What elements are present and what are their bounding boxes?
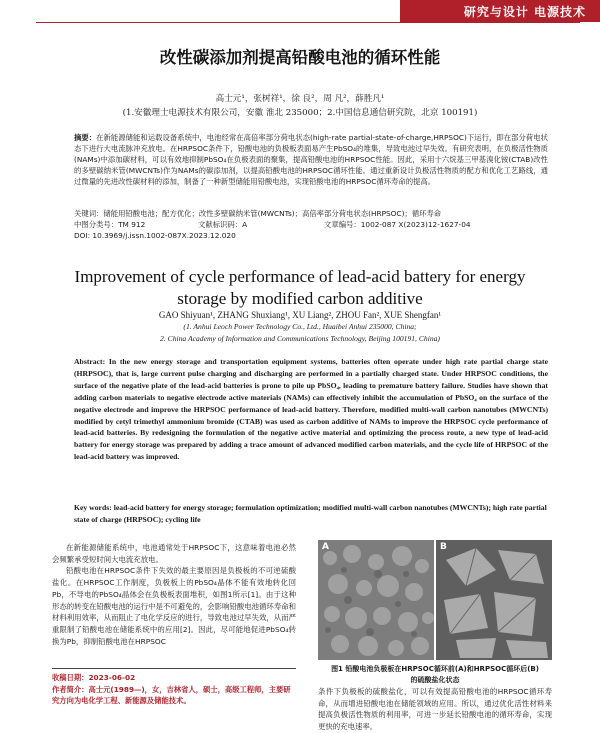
sem-texture-a [318,540,434,660]
cn-authors: 高士元¹，张树祥¹，徐 良²，周 凡²，薛胜凡¹ [215,94,385,104]
document-code: 文献标识码：A [198,220,248,229]
panel-label-a: A [322,542,329,552]
body-paragraph-2: 铅酸电池在HRPSOC条件下失效的最主要原因是负极板的不可逆硫酸盐化。在HRPSOC工作制度，负极板上的PbSO₄晶体不能有效地转化回Pb，不导电的PbSO₄晶体会在负极板表面堆积，如图1所示[1]。由于这种形态的转变在铅酸电池的运行中是不可避免的，会影响铅酸电池循环寿命和材料利用效率，从而阻止了电化学反应的进行，导致电池过早失效，从而严重限制了铅酸电池在储能系统中的应用[2]。因此，尽可能地促进PbSO₄转换为Pb，抑制铅酸电池在HRPSOC [52,566,296,646]
cn-affiliation: (1.安徽理士电源技术有限公司，安徽 淮北 235000；2.中国信息通信研究院，北京 100191) [122,108,478,118]
cn-abstract [74,132,548,187]
sem-texture-b [436,540,552,660]
header-rule [36,22,580,23]
sem-image-b [436,540,552,660]
panel-label-b: B [440,542,447,552]
cn-classification [74,219,548,230]
figure-caption: 图1 铅酸电池负极板在HRPSOC循环前(A)和HRPSOC循环后(B)的硫酸盐化状态 [331,665,539,684]
body-left-column [52,542,296,647]
doi: DOI: 10.3969/j.issn.1002-087X.2023.12.020 [74,231,236,240]
section-label: 研究与设计 电源技术 [463,4,586,19]
received-date: 收稿日期：2023-06-02 [52,673,136,682]
body-right-column: 条件下负极板的硫酸盐化，可以有效提高铅酸电池的HRPSOC循环寿命，从而增进铅酸电池在储能领域的应用。所以，通过优化活性材料来提高负极活性物质的利用率，可进一步延长铅酸电池的循环寿命，实现更快的充电速率。 [318,687,552,732]
article-number: 文章编号：1002-087 X(2023)12-1627-04 [324,220,471,229]
journal-section-header [400,0,600,22]
figure-1 [318,540,552,660]
sem-image-a [318,540,434,660]
cn-abstract-text: 在新能源储能和运载设备系统中，电池经常在高倍率部分荷电状态(high-rate partial-state-of-charge,HRPSOC)下运行，即在部分荷电状态下进行大电流脉冲充放电。在HRPSOC条件下，铅酸电池的负极板表面易产生PbSO₄的堆集，导致电池过早失效。有研究表明，在负极活性物质(NAMs)中添加碳材料，可以有效地抑制PbSO₄在负极表面的聚集，提高铅酸电池的HRPSOC性能。因此，采用十六烷基三甲基溴化铵(CTAB)改性的多壁碳纳米管(MWCNTs)作为NAMs的碳添加剂，以提高铅酸电池的HRPSOC循环性能。通过重新设计负极活性物质的配方和优化工艺路线，通过微量的先进改性碳材料的添加，制备了一种新型储能用铅酸电池，实现铅酸电池的HRPSOC循环寿命的提高。 [74,133,548,187]
cn-abstract-label: 摘要： [74,133,97,142]
clc-number: 中图分类号：TM 912 [74,220,146,229]
body-paragraph-1: 在新能源储能系统中，电池通常处于HRPSOC下，这意味着电池必然会频繁承受短时间大电流充放电。 [52,543,296,564]
en-affiliation-1: (1. Anhui Leoch Power Technology Co., Ltd., Huaibei Anhui 235000, China; [183,322,417,331]
en-title-line2: storage by modified carbon additive [177,289,423,308]
en-keywords: Key words: lead-acid battery for energy storage; formulation optimization; modified multi-wall carbon nanotubes (MWCNTs); high rate partial state of charge (HRPSOC); cycling life [74,503,547,524]
cn-keywords: 关键词：储能用铅酸电池；配方优化；改性多壁碳纳米管(MWCNTs)；高倍率部分荷电状态(HRPSOC)；循环寿命 [74,209,442,218]
en-abstract: Abstract: In the new energy storage and transportation equipment systems, batteries often operate under high rate partial charge state (HRPSOC), that is, large current pulse charging and discharging are performed in a partially charged state. Under HRPSOC conditions, the surface of the negative plate of the lead-acid batteries is prone to pile up PbSO₄, leading to premature battery failure. Studies have shown that adding carbon materials to negative electrode active materials (NAMs) can effectively inhibit the accumulation of PbSO₄ on the surface of the negative electrode and improve the HRPSOC performance of lead-acid battery. Therefore, modified multi-wall carbon nanotubes (MWCNTs) modified by cetyl trimethyl ammonium bromide (CTAB) was used as carbon additive of NAMs to improve the HRPSOC cycle performance of lead-acid batteries. By redesigning the formulation of the negative active material and optimizing the process route, a new type of lead-acid battery for energy storage was prepared by adding a trace amount of advanced modified carbon materials, and the cycle life of HRPSOC of the lead-acid battery was improved. [74,357,548,462]
footnote-rule [52,668,296,669]
en-affiliation-2: 2. China Academy of Information and Communications Technology, Beijing 100191, China) [160,334,440,343]
en-authors: GAO Shiyuan¹, ZHANG Shuxiang¹, XU Liang², ZHOU Fan², XUE Shengfan¹ [158,310,442,320]
cn-title: 改性碳添加剂提高铅酸电池的循环性能 [159,48,441,67]
en-title [0,266,600,310]
en-title-line1: Improvement of cycle performance of lead-acid battery for energy [74,267,526,286]
author-bio: 作者简介：高士元(1989—)，女，吉林省人，硕士，高级工程师，主要研究方向为电化学工程、新能源及储能技术。 [52,684,291,706]
footnote [52,672,296,707]
